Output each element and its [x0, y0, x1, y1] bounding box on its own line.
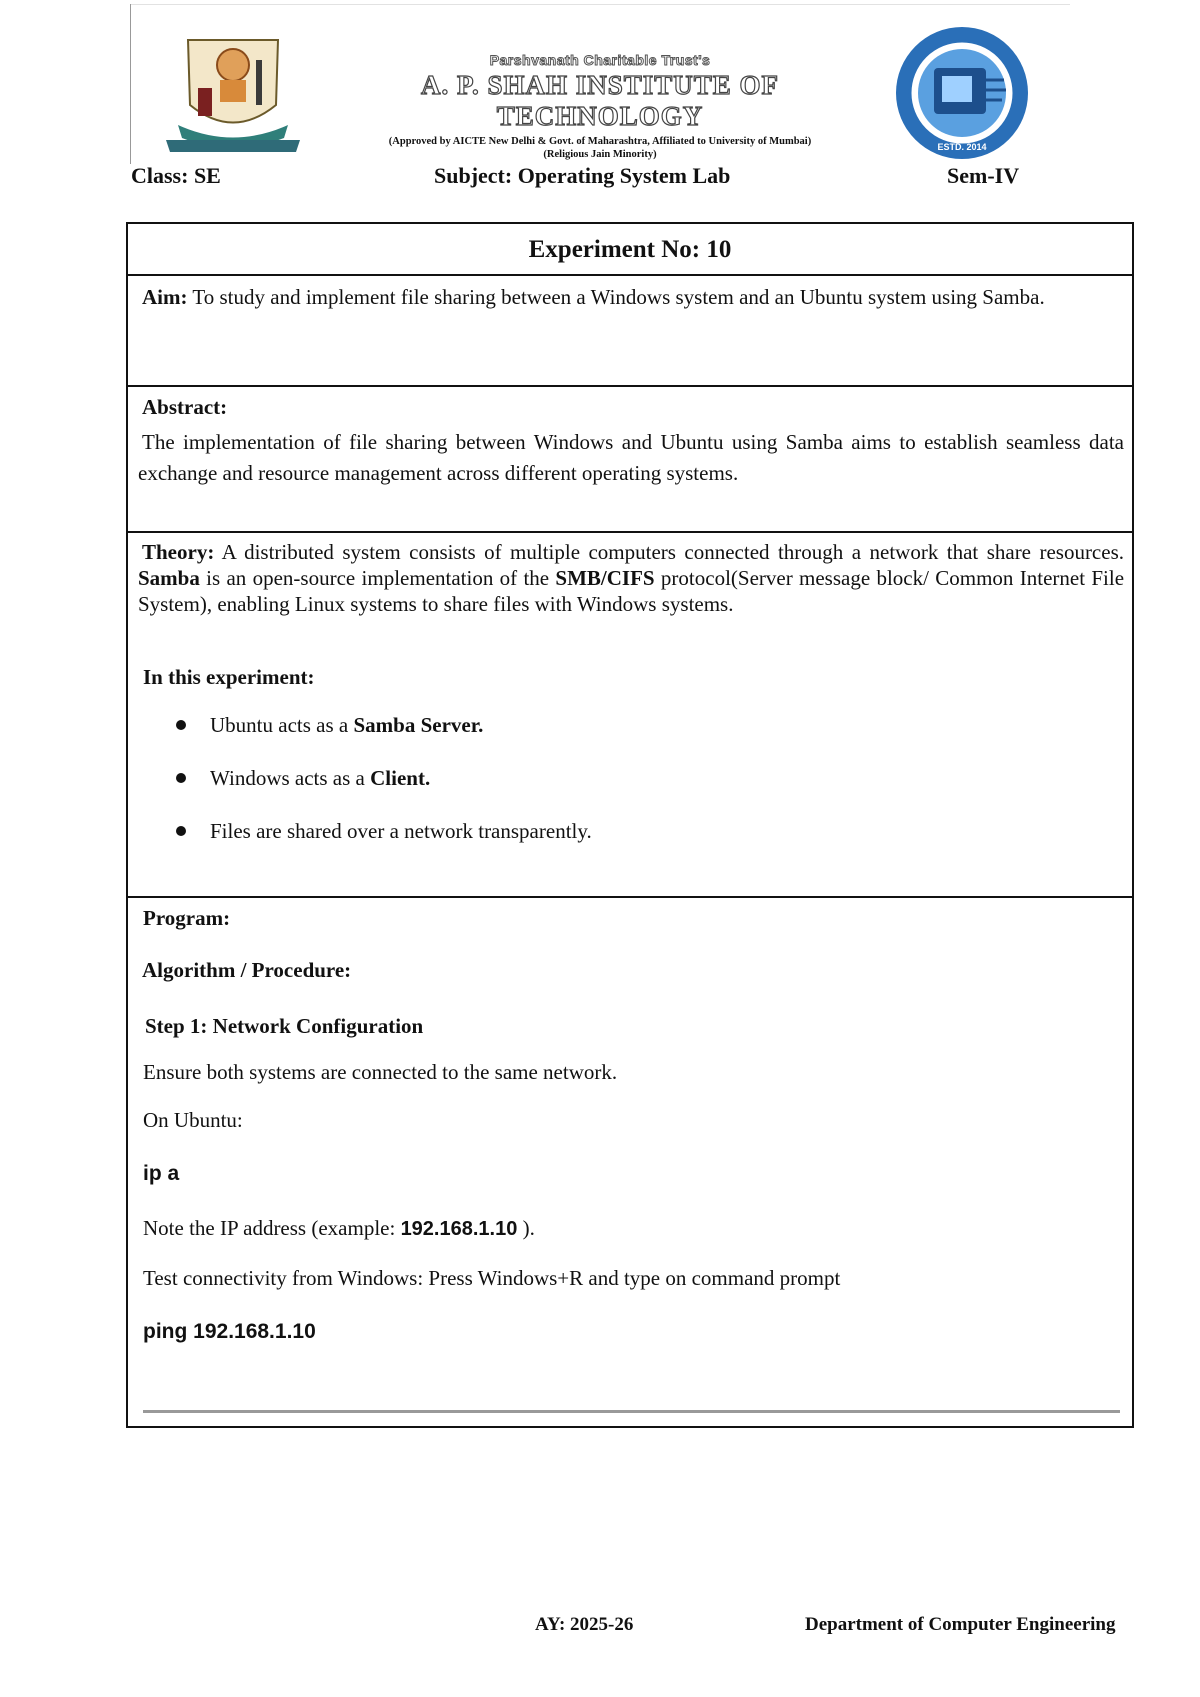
aim-text: To study and implement file sharing between a Windows system and an Ubuntu system using Samba.	[192, 285, 1045, 309]
bullet-dot-icon	[176, 720, 186, 730]
test-connectivity-text: Test connectivity from Windows: Press Windows+R and type on command prompt	[143, 1266, 841, 1290]
program-row	[128, 898, 1132, 1426]
experiment-title-row	[128, 224, 1132, 276]
experiment-table	[126, 222, 1134, 1428]
abstract-row	[128, 387, 1132, 533]
aim-paragraph	[138, 282, 1124, 313]
bullet-dot-icon	[176, 826, 186, 836]
theory-label: Theory:	[142, 540, 215, 564]
in-this-experiment-label: In this experiment:	[143, 665, 315, 689]
department-logo	[892, 24, 1032, 162]
theory-text-1: A distributed system consists of multiple computers connected through a network that share resources.	[221, 540, 1124, 564]
institute-name: A. P. SHAH INSTITUTE OF TECHNOLOGY	[420, 70, 780, 131]
department-logo-caption	[0, 0, 1, 1]
theory-text-3: protocol(Server message block/ Common Internet File System), enabling Linux systems to share files with Windows systems.	[138, 566, 1125, 616]
note-prefix: Note the IP address (example:	[143, 1216, 401, 1240]
theory-samba: Samba	[138, 566, 200, 590]
bullet-item	[176, 713, 483, 738]
bullet-item	[176, 766, 430, 791]
theory-text-2: is an open-source implementation of the	[206, 566, 550, 590]
experiment-title: Experiment No: 10	[528, 236, 732, 263]
class-label: Class: SE	[131, 163, 221, 188]
ping-command: ping 192.168.1.10	[143, 1320, 316, 1343]
theory-paragraph	[138, 539, 1124, 617]
semester-label: Sem-IV	[947, 163, 1020, 188]
program-label: Program:	[143, 906, 231, 930]
note-suffix: ).	[517, 1216, 535, 1240]
on-ubuntu-text: On Ubuntu:	[143, 1108, 243, 1132]
ip-a-command: ip a	[143, 1162, 180, 1185]
abstract-text: The implementation of file sharing between Windows and Ubuntu using Samba aims to establish seamless data exchange and resource management across different operating systems.	[138, 430, 1124, 485]
bullet-text: Files are shared over a network transparently.	[210, 819, 592, 843]
note-ip-text	[143, 1216, 535, 1241]
subject-label: Subject: Operating System Lab	[434, 163, 731, 188]
minority-text: (Religious Jain Minority)	[543, 149, 657, 160]
bullet-bold: Client.	[370, 766, 431, 790]
bullet-bold: Samba Server.	[353, 713, 484, 737]
footer-department: Department of Computer Engineering	[805, 1614, 1116, 1635]
bullet-dot-icon	[176, 773, 186, 783]
approval-text: (Approved by AICTE New Delhi & Govt. of Maharashtra, Affiliated to University of Mumbai)	[388, 136, 812, 147]
header-top-rule	[130, 4, 1070, 5]
trust-name: Parshvanath Charitable Trust's	[489, 52, 711, 68]
theory-smb-cifs: SMB/CIFS	[555, 566, 655, 590]
step1-title: Step 1: Network Configuration	[145, 1014, 424, 1038]
footer-academic-year: AY: 2025-26	[535, 1614, 634, 1635]
bullet-text: Windows acts as a	[210, 766, 371, 790]
ensure-text: Ensure both systems are connected to the same network.	[143, 1060, 618, 1084]
institute-crest-logo	[158, 30, 308, 160]
aim-row	[128, 276, 1132, 387]
algorithm-label: Algorithm / Procedure:	[142, 958, 352, 982]
aim-label: Aim:	[142, 285, 188, 309]
bullet-text: Ubuntu acts as a	[210, 713, 354, 737]
section-end-rule	[143, 1410, 1120, 1413]
theory-row	[128, 533, 1132, 898]
header-margin-rule	[130, 4, 131, 164]
department-logo-year: ESTD. 2014	[937, 142, 987, 152]
abstract-label: Abstract:	[142, 395, 228, 419]
note-ip-value: 192.168.1.10	[400, 1218, 518, 1240]
bullet-item	[176, 819, 592, 844]
